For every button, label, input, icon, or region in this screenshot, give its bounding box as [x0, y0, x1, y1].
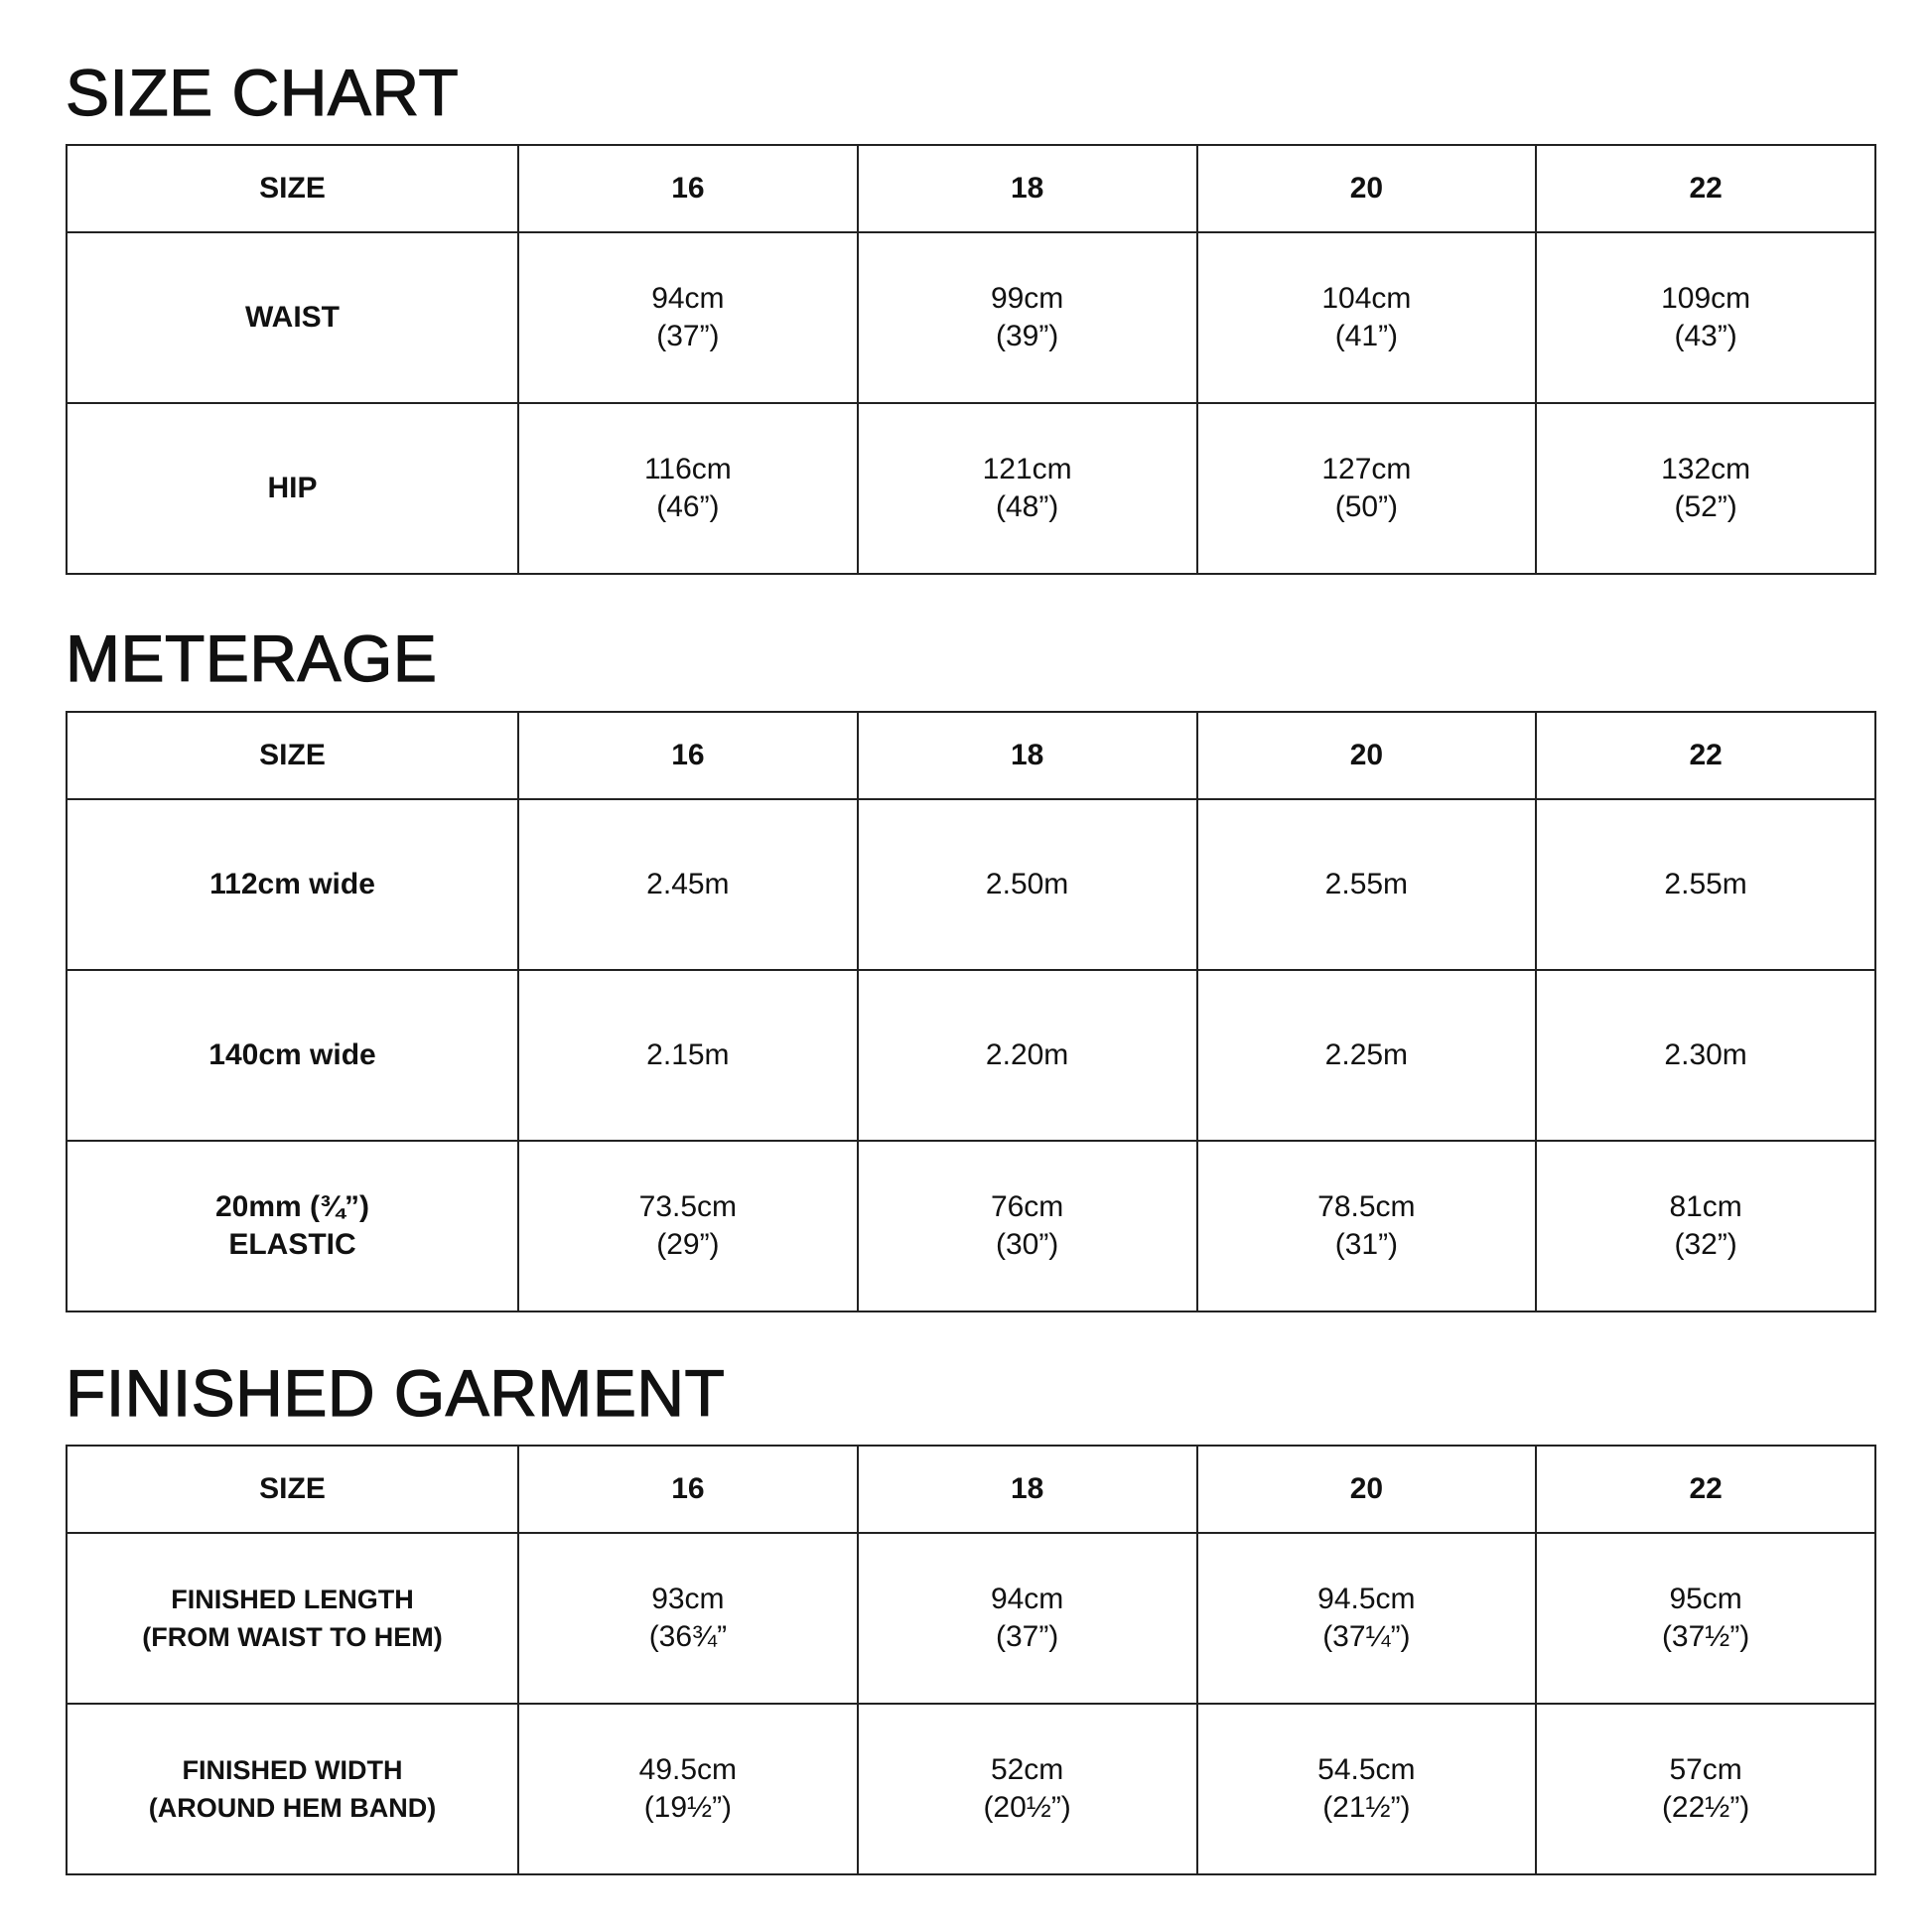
header-cell-20: 20: [1197, 1446, 1537, 1533]
value-cell: 2.20m: [858, 970, 1197, 1141]
meterage-table: [66, 711, 1876, 1312]
table-header-row: [67, 712, 1875, 799]
header-cell-16: 16: [518, 712, 858, 799]
header-cell-20: 20: [1197, 712, 1537, 799]
row-label-waist: WAIST: [67, 232, 518, 403]
row-label-finished-width: FINISHED WIDTH (AROUND HEM BAND): [67, 1704, 518, 1874]
finished-garment-title: FINISHED GARMENT: [66, 1356, 726, 1430]
row-label-112cm-wide: 112cm wide: [67, 799, 518, 970]
value-cell: 93cm (36¾”: [518, 1533, 858, 1704]
row-label-140cm-wide: 140cm wide: [67, 970, 518, 1141]
value-cell: 52cm (20½”): [858, 1704, 1197, 1874]
value-cell: 2.55m: [1536, 799, 1875, 970]
value-cell: 2.45m: [518, 799, 858, 970]
value-cell: 132cm (52”): [1536, 403, 1875, 574]
value-cell: 57cm (22½”): [1536, 1704, 1875, 1874]
header-cell-18: 18: [858, 712, 1197, 799]
value-cell: 81cm (32”): [1536, 1141, 1875, 1311]
row-label-hip: HIP: [67, 403, 518, 574]
header-cell-18: 18: [858, 145, 1197, 232]
value-cell: 2.50m: [858, 799, 1197, 970]
header-cell-22: 22: [1536, 145, 1875, 232]
header-cell-16: 16: [518, 1446, 858, 1533]
value-cell: 121cm (48”): [858, 403, 1197, 574]
header-cell-22: 22: [1536, 712, 1875, 799]
row-label-elastic: 20mm (¾”) ELASTIC: [67, 1141, 518, 1311]
header-cell-16: 16: [518, 145, 858, 232]
value-cell: 2.25m: [1197, 970, 1537, 1141]
value-cell: 73.5cm (29”): [518, 1141, 858, 1311]
value-cell: 94cm (37”): [858, 1533, 1197, 1704]
table-row-140cm-wide: [67, 970, 1875, 1141]
header-cell-size: SIZE: [67, 1446, 518, 1533]
header-cell-22: 22: [1536, 1446, 1875, 1533]
table-row-finished-width: [67, 1704, 1875, 1874]
value-cell: 2.55m: [1197, 799, 1537, 970]
value-cell: 127cm (50”): [1197, 403, 1537, 574]
value-cell: 94.5cm (37¼”): [1197, 1533, 1537, 1704]
meterage-title: METERAGE: [66, 621, 438, 695]
table-header-row: [67, 145, 1875, 232]
value-cell: 95cm (37½”): [1536, 1533, 1875, 1704]
value-cell: 109cm (43”): [1536, 232, 1875, 403]
header-cell-20: 20: [1197, 145, 1537, 232]
value-cell: 78.5cm (31”): [1197, 1141, 1537, 1311]
table-row-112cm-wide: [67, 799, 1875, 970]
value-cell: 99cm (39”): [858, 232, 1197, 403]
value-cell: 94cm (37”): [518, 232, 858, 403]
header-cell-18: 18: [858, 1446, 1197, 1533]
table-row-finished-length: [67, 1533, 1875, 1704]
header-cell-size: SIZE: [67, 145, 518, 232]
header-cell-size: SIZE: [67, 712, 518, 799]
value-cell: 2.30m: [1536, 970, 1875, 1141]
table-header-row: [67, 1446, 1875, 1533]
table-row-waist: [67, 232, 1875, 403]
size-chart-table: [66, 144, 1876, 575]
value-cell: 104cm (41”): [1197, 232, 1537, 403]
value-cell: 116cm (46”): [518, 403, 858, 574]
finished-garment-table: [66, 1445, 1876, 1875]
value-cell: 49.5cm (19½”): [518, 1704, 858, 1874]
size-chart-title: SIZE CHART: [66, 56, 460, 129]
table-row-elastic: [67, 1141, 1875, 1311]
value-cell: 54.5cm (21½”): [1197, 1704, 1537, 1874]
value-cell: 2.15m: [518, 970, 858, 1141]
row-label-finished-length: FINISHED LENGTH (FROM WAIST TO HEM): [67, 1533, 518, 1704]
value-cell: 76cm (30”): [858, 1141, 1197, 1311]
table-row-hip: [67, 403, 1875, 574]
